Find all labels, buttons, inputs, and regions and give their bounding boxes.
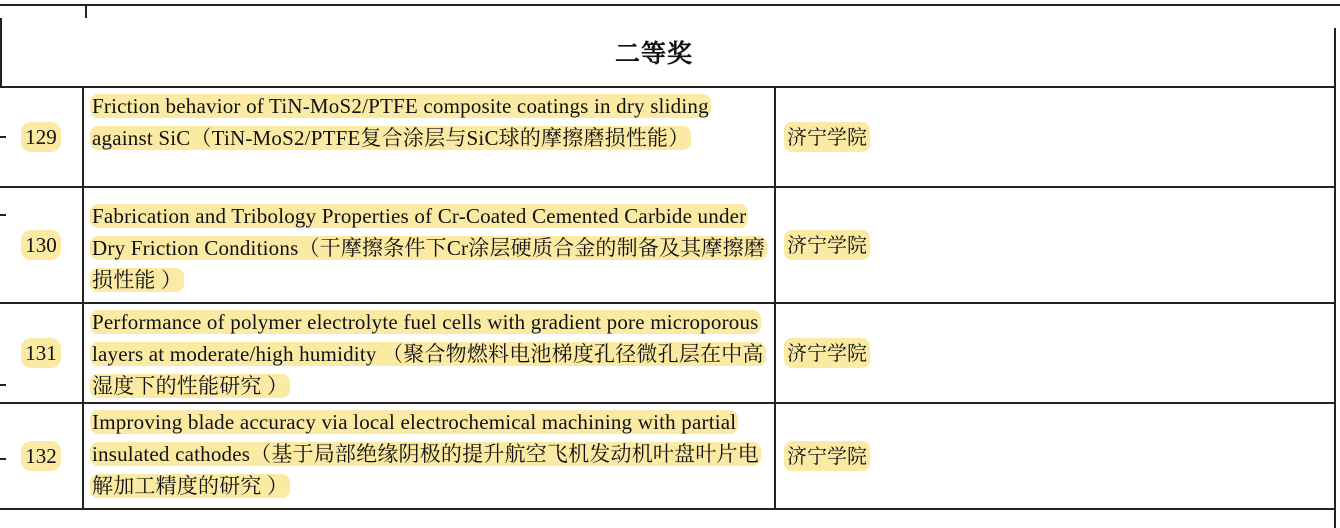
entry-number: 130 bbox=[21, 230, 61, 260]
institution-name: 济宁学院 bbox=[784, 122, 870, 152]
paper-title: Fabrication and Tribology Properties of Cr-Coated Cemented Carbide under Dry Friction Conditions（干摩擦条件下Cr涂层硬质合金的制备及其摩擦磨损性能 ） bbox=[92, 204, 766, 292]
institution-cell bbox=[778, 404, 1334, 508]
table-row bbox=[0, 304, 1336, 404]
paper-title: Friction behavior of TiN-MoS2/PTFE composite coatings in dry sliding against SiC（TiN-MoS2/PTFE复合涂层与SiC球的摩擦磨损性能） bbox=[92, 94, 709, 150]
number-cell bbox=[0, 404, 82, 508]
title-cell bbox=[82, 88, 776, 186]
paper-title: Improving blade accuracy via local electrochemical machining with partial insulated cathodes（基于局部绝缘阴极的提升航空飞机发动机叶盘叶片电解加工精度的研究 ） bbox=[92, 410, 759, 498]
paper-title: Performance of polymer electrolyte fuel cells with gradient pore microporous layers at moderate/high humidity （聚合物燃料电池梯度孔径微孔层在中高湿度下的性能研究 ） bbox=[92, 310, 764, 398]
number-cell bbox=[0, 188, 82, 302]
table-row bbox=[0, 88, 1336, 188]
table-top-border bbox=[0, 4, 1340, 6]
entry-number: 132 bbox=[21, 441, 61, 471]
table-row bbox=[0, 404, 1336, 510]
institution-name: 济宁学院 bbox=[784, 230, 870, 260]
title-cell bbox=[82, 304, 776, 402]
institution-cell bbox=[778, 304, 1334, 402]
award-level-title: 二等奖 bbox=[614, 39, 693, 68]
entry-number: 129 bbox=[21, 122, 61, 152]
title-cell bbox=[82, 188, 776, 302]
table-row bbox=[0, 188, 1336, 304]
entry-number: 131 bbox=[21, 338, 61, 368]
number-cell bbox=[0, 304, 82, 402]
institution-cell bbox=[778, 188, 1334, 302]
title-cell bbox=[82, 404, 776, 508]
award-section-header bbox=[0, 18, 1336, 88]
institution-cell bbox=[778, 88, 1334, 186]
institution-name: 济宁学院 bbox=[784, 441, 870, 471]
institution-name: 济宁学院 bbox=[784, 338, 870, 368]
column-divider-top bbox=[85, 4, 87, 18]
number-cell bbox=[0, 88, 82, 186]
